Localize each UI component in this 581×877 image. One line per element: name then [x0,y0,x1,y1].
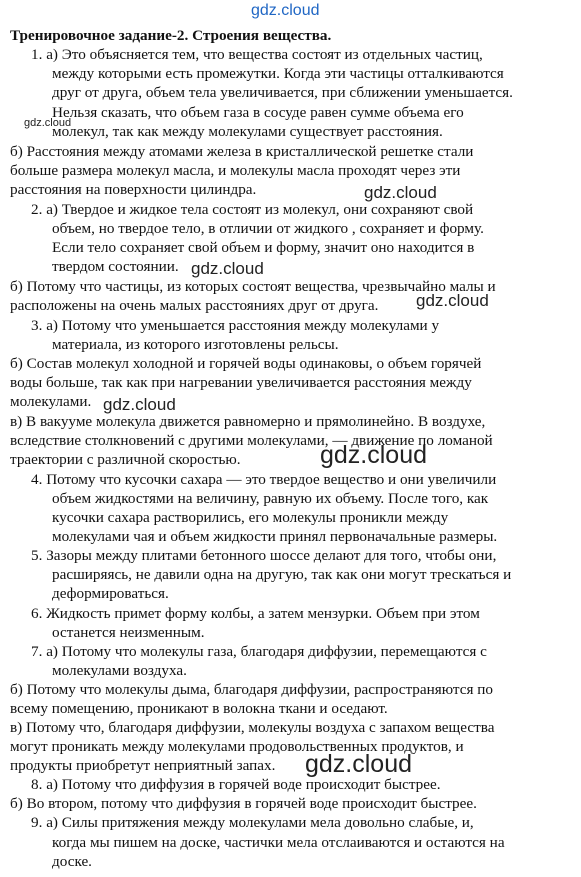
text-line: кусочки сахара растворились, его молекулы проникли между [52,509,449,526]
text-line: 7. а) Потому что молекулы газа, благодаря диффузии, перемещаются с [31,643,487,660]
text-line: траектории с различной скоростью. [10,451,241,468]
watermark: gdz.cloud [320,441,428,469]
text-line: расстояния на поверхности цилиндра. [10,181,257,198]
text-line: 2. а) Твердое и жидкое тела состоят из молекул, они сохраняют свой [31,201,474,218]
watermark: gdz.cloud [24,117,72,129]
text-line: молекулами. [10,393,92,410]
watermark: gdz.cloud [416,291,489,310]
page-title: Тренировочное задание-2. Строения вещества. [10,27,332,44]
text-line: Если тело сохраняет свой объем и форму, значит оно находится в [52,239,475,256]
text-line: расширяясь, не давили одна на другую, так как они могут трескаться и [52,566,512,583]
watermark: gdz.cloud [364,183,437,202]
text-line: вследствие столкновений с другими молекулами, — движение по ломаной [10,432,493,449]
text-line: деформироваться. [52,585,169,602]
text-line: всему помещению, проникают в волокна ткани и оседают. [10,700,388,717]
text-line: продукты приобретут неприятный запах. [10,757,276,774]
watermark: gdz.cloud [251,2,320,19]
text-line: твердом состоянии. [52,258,179,275]
text-line: молекулами воздуха. [52,662,187,679]
text-line: молекулами чая и объем жидкости принял первоначальные размеры. [52,528,498,545]
text-line: 5. Зазоры между плитами бетонного шоссе делают для того, чтобы они, [31,547,497,564]
text-line: молекул, так как между молекулами существует расстояния. [52,123,443,140]
text-line: в) В вакууме молекула движется равномерно и прямолинейно. В воздухе, [10,413,486,430]
text-line: между которыми есть промежутки. Когда эти частицы отталкиваются [52,65,504,82]
text-line: 1. а) Это объясняется тем, что вещества состоят из отдельных частиц, [31,46,483,63]
text-line: б) Во втором, потому что диффузия в горячей воде происходит быстрее. [10,795,477,812]
text-line: б) Потому что частицы, из которых состоят вещества, чрезвычайно малы и [10,278,496,295]
text-line: б) Потому что молекулы дыма, благодаря диффузии, распространяются по [10,681,493,698]
text-line: б) Расстояния между атомами железа в кристаллической решетке стали [10,143,474,160]
text-line: б) Состав молекул холодной и горячей воды одинаковы, о объем горячей [10,355,482,372]
text-line: объем жидкостями на величину, равную их объему. После того, как [52,490,489,507]
watermark: gdz.cloud [103,395,176,414]
text-line: объем, но твердое тело, в отличии от жидкого , сохраняет и форму. [52,220,484,237]
text-line: могут проникать между молекулами продовольственных продуктов, и [10,738,464,755]
watermark: gdz.cloud [191,259,264,278]
text-line: друг от друга, объем тела увеличивается, при сближении уменьшается. [52,84,513,101]
text-line: 9. а) Силы притяжения между молекулами мела довольно слабые, и, [31,814,474,831]
text-line: 4. Потому что кусочки сахара — это твердое вещество и они увеличили [31,471,497,488]
text-line: расположены на очень малых расстояниях друг от друга. [10,297,379,314]
text-line: больше размера молекул масла, и молекулы масла проходят через эти [10,162,461,179]
watermark: gdz.cloud [305,750,413,778]
text-line: воды больше, так как при нагревании увеличивается расстояния между [10,374,472,391]
text-line: 3. а) Потому что уменьшается расстояния между молекулами у [31,317,440,334]
text-line: останется неизменным. [52,624,205,641]
text-line: 8. а) Потому что диффузия в горячей воде происходит быстрее. [31,776,441,793]
text-line: в) Потому что, благодаря диффузии, молекулы воздуха с запахом вещества [10,719,495,736]
text-line: Нельзя сказать, что объем газа в сосуде равен сумме объема его [52,104,464,121]
text-line: 6. Жидкость примет форму колбы, а затем мензурки. Объем при этом [31,605,480,622]
text-line: материала, из которого изготовлены рельсы. [52,336,339,353]
text-line: доске. [52,853,92,870]
text-line: когда мы пишем на доске, частички мела отслаиваются и остаются на [52,834,505,851]
